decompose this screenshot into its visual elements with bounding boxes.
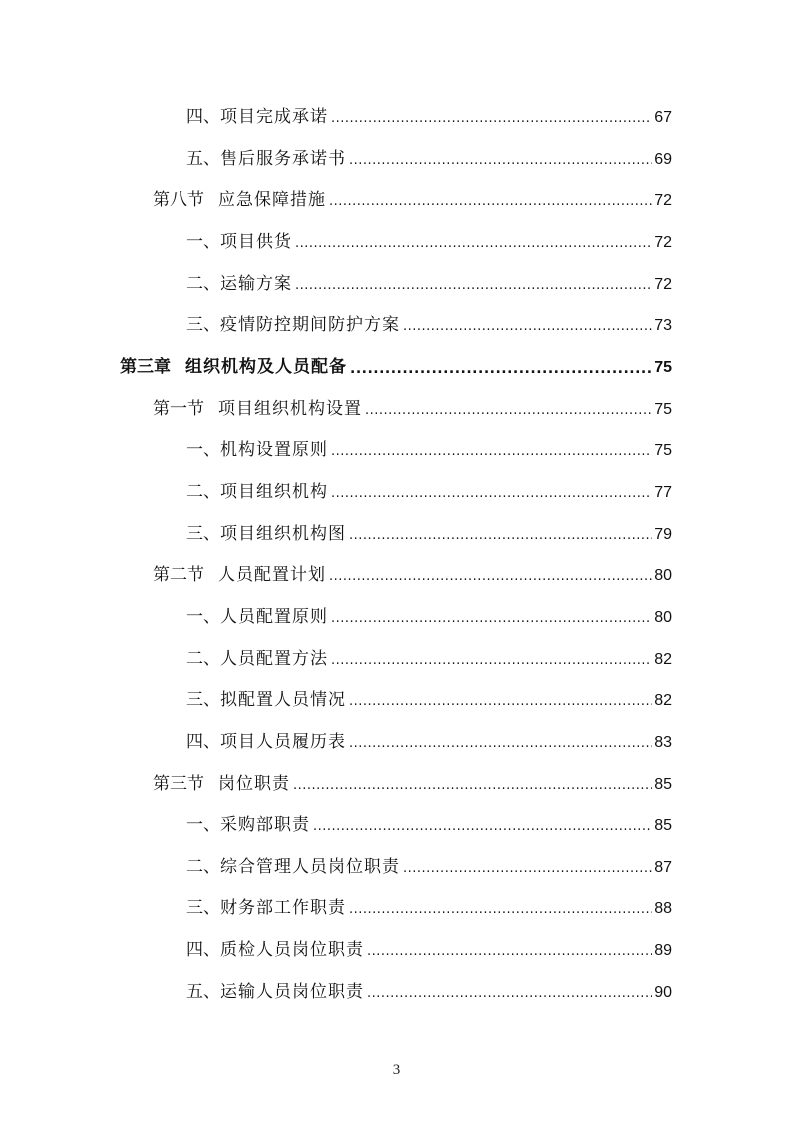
toc-entry-title: 项目人员履历表 [220,731,346,752]
toc-entry-page-number: 72 [654,233,672,251]
toc-entry-page-number: 75 [654,358,672,376]
toc-entry-number: 五、 [186,981,220,1002]
dot-leader [349,139,652,181]
dot-leader [349,888,652,930]
toc-entry-page-number: 90 [654,983,672,1001]
toc-entry-title: 项目组织机构设置 [218,398,362,419]
toc-entry-title: 机构设置原则 [220,440,328,461]
toc-entry-number: 四、 [186,731,220,752]
dot-leader [331,430,652,472]
dot-leader [329,180,652,222]
toc-entry-page-number: 83 [654,733,672,751]
toc-entry[interactable] [0,514,793,556]
toc-entry[interactable] [0,347,793,389]
toc-entry-title: 综合管理人员岗位职责 [220,856,400,877]
toc-entry-number: 二、 [186,648,220,669]
dot-leader [367,930,652,972]
dot-leader [403,847,652,889]
toc-entry[interactable] [0,430,793,472]
toc-entry-title: 财务部工作职责 [220,898,346,919]
toc-entry-page-number: 89 [654,942,672,960]
dot-leader [403,305,652,347]
toc-entry[interactable] [0,805,793,847]
toc-entry-number: 一、 [186,606,220,627]
toc-entry-number: 第三章 [120,356,171,377]
toc-entry-page-number: 75 [654,400,672,418]
toc-entry-page-number: 82 [654,650,672,668]
toc-entry[interactable] [0,472,793,514]
toc-entry-page-number: 67 [654,109,672,126]
toc-entry-title: 项目完成承诺 [220,107,328,127]
toc-entry-number: 一、 [186,440,220,461]
toc-entry-number: 第一节 [153,398,204,419]
toc-entry-number: 四、 [186,107,220,127]
toc-entry-title: 人员配置方法 [220,648,328,669]
toc-entry-number: 一、 [186,231,220,252]
toc-entry-title: 项目供货 [220,231,292,252]
toc-entry-page-number: 79 [654,525,672,543]
toc-entry-page-number: 77 [654,483,672,501]
toc-entry[interactable] [0,180,793,222]
dot-leader [313,805,652,847]
toc-entry[interactable] [0,555,793,597]
toc-entry-page-number: 75 [654,442,672,460]
toc-entry-title: 项目组织机构图 [220,523,346,544]
dot-leader [350,347,652,389]
toc-entry-number: 第二节 [153,565,204,586]
toc-entry[interactable] [0,305,793,347]
toc-entry-title: 拟配置人员情况 [220,690,346,711]
dot-leader [349,514,652,556]
toc-entry-title: 运输人员岗位职责 [220,981,364,1002]
toc-entry[interactable] [0,722,793,764]
toc-entry[interactable] [0,97,793,139]
toc-entry[interactable] [0,847,793,889]
table-of-contents [0,97,793,1013]
toc-entry-title: 采购部职责 [220,815,310,836]
toc-entry[interactable] [0,597,793,639]
dot-leader [293,764,652,806]
toc-entry-page-number: 82 [654,692,672,710]
toc-entry-title: 质检人员岗位职责 [220,940,364,961]
toc-entry[interactable] [0,139,793,181]
toc-entry-page-number: 85 [654,775,672,793]
toc-entry[interactable] [0,639,793,681]
toc-entry-title: 应急保障措施 [218,190,326,211]
toc-entry-number: 三、 [186,690,220,711]
toc-entry[interactable] [0,764,793,806]
toc-entry-number: 二、 [186,273,220,294]
toc-entry-number: 一、 [186,815,220,836]
toc-entry-page-number: 80 [654,608,672,626]
toc-entry[interactable] [0,680,793,722]
dot-leader [331,597,652,639]
toc-entry-page-number: 88 [654,900,672,918]
toc-entry[interactable] [0,222,793,264]
toc-entry-page-number: 85 [654,817,672,835]
dot-leader [295,222,652,264]
toc-entry-page-number: 73 [654,317,672,335]
toc-entry-title: 人员配置原则 [220,606,328,627]
toc-entry-number: 三、 [186,523,220,544]
toc-entry-number: 三、 [186,898,220,919]
dot-leader [365,389,652,431]
toc-entry-page-number: 80 [654,567,672,585]
dot-leader [349,680,652,722]
dot-leader [349,722,652,764]
toc-entry[interactable] [0,264,793,306]
toc-entry-number: 第三节 [153,773,204,794]
toc-entry-page-number: 72 [654,192,672,210]
toc-entry-page-number: 87 [654,858,672,876]
dot-leader [295,264,652,306]
toc-entry-title: 售后服务承诺书 [220,148,346,169]
dot-leader [367,972,652,1014]
dot-leader [329,555,652,597]
dot-leader [331,639,652,681]
dot-leader [331,97,652,139]
toc-entry-number: 二、 [186,856,220,877]
toc-entry-title: 人员配置计划 [218,565,326,586]
dot-leader [331,472,652,514]
toc-entry-number: 二、 [186,481,220,502]
toc-entry-title: 运输方案 [220,273,292,294]
toc-entry-number: 四、 [186,940,220,961]
toc-entry-number: 三、 [186,315,220,336]
toc-entry-title: 组织机构及人员配备 [185,356,347,377]
toc-entry[interactable] [0,888,793,930]
toc-entry-title: 疫情防控期间防护方案 [220,315,400,336]
toc-entry-number: 五、 [186,148,220,169]
toc-entry[interactable] [0,389,793,431]
toc-entry-page-number: 69 [654,150,672,168]
toc-entry[interactable] [0,972,793,1014]
page-number: 3 [392,1062,401,1078]
toc-entry-page-number: 72 [654,275,672,293]
toc-entry-title: 岗位职责 [218,773,290,794]
toc-entry-number: 第八节 [153,190,204,211]
toc-entry-title: 项目组织机构 [220,481,328,502]
toc-entry[interactable] [0,930,793,972]
